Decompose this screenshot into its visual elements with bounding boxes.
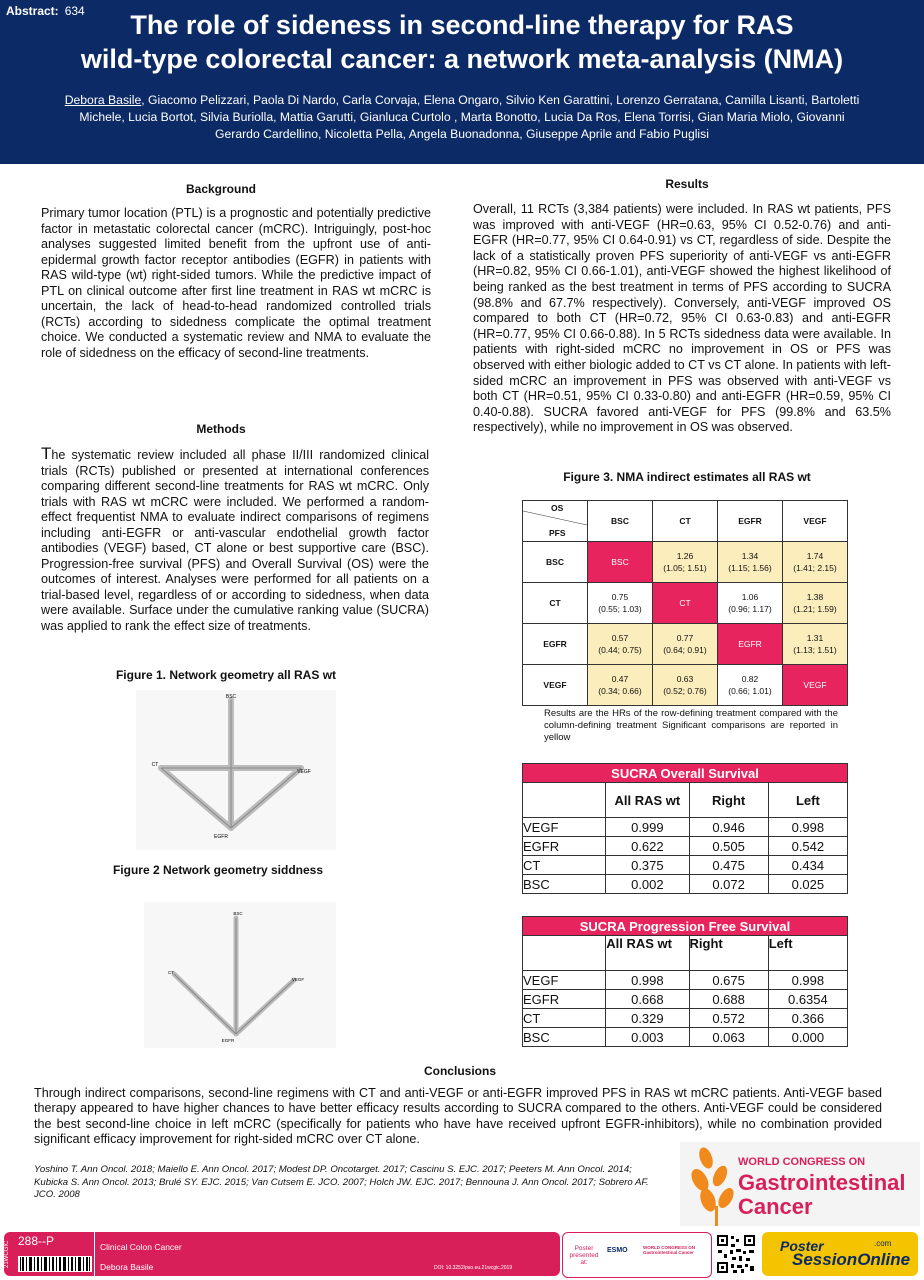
pso-line-2: SessionOnline — [792, 1250, 911, 1269]
sucra-cell: 0.434 — [768, 856, 847, 875]
sucra-cell: 0.072 — [689, 875, 768, 894]
figure2-network-diagram — [144, 902, 336, 1048]
sucra-pfs-caption: SUCRA Progression Free Survival — [523, 917, 848, 936]
sucra-pfs-header — [523, 936, 606, 971]
sucra-cell: 0.998 — [606, 971, 689, 990]
fig1-node-bsc: BSC — [225, 694, 237, 700]
nma-corner — [523, 501, 588, 542]
fig2-node-ct: CT — [168, 970, 174, 975]
presented-at-label — [569, 1245, 599, 1266]
nma-cell: 1.34 (1.15; 1.56) — [718, 542, 783, 583]
sucra-cell: 0.668 — [606, 990, 689, 1009]
results-text: Overall, 11 RCTs (3,384 patients) were included. In RAS wt patients, PFS was improved with anti-VEGF (HR=0.63, 95% CI 0.52-0.76) and anti-EGFR (HR=0.77, 95% CI 0.64-0.91) vs CT, regardless of side. Despite the lack of a statistically proven PFS superiority of anti-VEGF vs anti-EGFR (HR=0.82, 95% CI 0.66-1.01), anti-VEGF showed the highest likelihood of being ranked as the best treatment in terms of PFS according to SUCRA (98.8% and 67.7% respectively). Conversely, anti-VEGF improved OS compared to both CT (HR=0.72, 95% CI 0.63-0.83) and anti-EGFR (HR=0.77, 95% CI 0.66-0.88). In 5 RCTs sidedness data were available. In patients with right-sided mCRC no improvement in OS or PFS was observed with either biologic added to CT vs CT alone. In patients with left-sided mCRC an improvement in PFS was observed with anti-VEGF vs both CT (HR=0.51, 95% CI 0.33-0.80) and anti-EGFR (HR=0.59, 95% CI 0.40-0.88). SUCRA favored anti-VEGF for PFS (99.8% and 63.5% respectively), while no improvement in OS was observed. — [473, 202, 891, 435]
sucra-cell: 0.505 — [689, 837, 768, 856]
conclusions-heading: Conclusions — [423, 1064, 496, 1078]
poster-header — [0, 0, 924, 164]
sucra-cell: 0.622 — [606, 837, 689, 856]
methods-body: he systematic review included all phase II/III randomized clinical trials (RCTs) published or presented at international conferences comparing different second-line treatments for RAS wt mCRC. Only trials with RAS wt mCRC were included. We performed a random-effect frequentist NMA to evaluate indirect comparisons of regimens including anti-EGFR or anti-vascular endothelial growth factor antibodies (VEGF) based, CT alone or best supportive care (BSC). Progression-free survival (PFS) and Overall Survival (OS) were the outcomes of interest. Analyses were performed for all patients on a trial-based level, regardless of or according to sidedness, when data were available. Surface under the cumulative ranking value (SUCRA) was applied to rank the effect size of treatments. — [41, 448, 429, 633]
nma-cell: VEGF — [783, 665, 848, 706]
barcode — [18, 1256, 92, 1272]
sucra-cell: 0.998 — [768, 971, 847, 990]
nma-col-header: VEGF — [783, 501, 848, 542]
sucra-row-label: CT — [523, 856, 606, 875]
sucra-cell: 0.329 — [606, 1009, 689, 1028]
footer-vertical-code: 21WCGIC — [4, 1240, 10, 1268]
sucra-cell: 0.675 — [689, 971, 768, 990]
fig2-node-bsc: BSC — [233, 911, 243, 916]
nma-cell: 1.06 (0.96; 1.17) — [718, 583, 783, 624]
nma-col-header: CT — [653, 501, 718, 542]
fig1-node-vegf: VEGF — [297, 769, 311, 775]
esmo-logo: ESMO — [607, 1247, 628, 1254]
nma-cell: 0.57 (0.44; 0.75) — [588, 624, 653, 665]
sucra-cell: 0.063 — [689, 1028, 768, 1047]
footer-code: 288--P — [18, 1234, 55, 1248]
sucra-os-table — [522, 763, 848, 894]
mini-congress-logo: WORLD CONGRESS ON Gastrointestinal Cancer — [643, 1245, 696, 1255]
corner-pfs: PFS — [549, 528, 566, 538]
poster-footer — [0, 1228, 924, 1280]
sucra-row-label: EGFR — [523, 990, 606, 1009]
sucra-cell: 0.003 — [606, 1028, 689, 1047]
nma-row-header: EGFR — [523, 624, 588, 665]
sucra-row-label: VEGF — [523, 818, 606, 837]
nma-col-header: EGFR — [718, 501, 783, 542]
qr-code-icon[interactable] — [716, 1234, 756, 1274]
sucra-row-label: CT — [523, 1009, 606, 1028]
sucra-cell: 0.375 — [606, 856, 689, 875]
references: Yoshino T. Ann Oncol. 2018; Maiello E. Ann Oncol. 2017; Modest DP. Oncotarget. 2017; Cascinu S. EJC. 2017; Peeters M. Ann Oncol. 2014; Kubicka S. Ann Oncol. 2013; Brulé SY. EJC. 2015; Van Cutsem E. JCO. 2007; Holch JW. EJC. 2017; Bennouna J. Ann Oncol. 2017; Sobrero AF. JCO. 2008 — [34, 1164, 649, 1200]
nma-cell: BSC — [588, 542, 653, 583]
fig2-node-vegf: VEGF — [291, 977, 305, 982]
methods-dropcap: T — [41, 444, 52, 463]
abstract-number: 634 — [64, 4, 85, 18]
sucra-pfs-header: All RAS wt — [606, 936, 689, 971]
nma-cell: 0.75 (0.55; 1.03) — [588, 583, 653, 624]
methods-heading: Methods — [196, 422, 246, 436]
sucra-os-caption: SUCRA Overall Survival — [523, 764, 848, 783]
presented-line-2: presented at: — [569, 1252, 599, 1266]
sucra-row-label: EGFR — [523, 837, 606, 856]
sucra-cell: 0.688 — [689, 990, 768, 1009]
sucra-cell: 0.998 — [768, 818, 847, 837]
footer-doi: DOI: 10.3252/pso.eu.21wcgic.2019 — [434, 1265, 513, 1271]
sucra-pfs-header: Right — [689, 936, 768, 971]
poster-session-online-logo[interactable] — [762, 1232, 918, 1276]
sucra-row-label: BSC — [523, 875, 606, 894]
nma-cell: 1.74 (1.41; 2.15) — [783, 542, 848, 583]
sucra-cell: 0.946 — [689, 818, 768, 837]
sucra-cell: 0.999 — [606, 818, 689, 837]
pso-line-1: Poster — [780, 1238, 824, 1254]
sucra-cell: 0.002 — [606, 875, 689, 894]
authors-line-1: , Giacomo Pelizzari, Paola Di Nardo, Carla Corvaja, Elena Ongaro, Silvio Ken Garattini, Lorenzo Gerratana, Camilla Lisanti, Bartoletti — [141, 93, 860, 107]
sucra-os-header: Right — [689, 783, 768, 818]
pso-com: .com — [874, 1239, 892, 1248]
nma-row-header: VEGF — [523, 665, 588, 706]
corner-os: OS — [551, 503, 564, 513]
sucra-os-header: Left — [768, 783, 847, 818]
nma-cell: 1.26 (1.05; 1.51) — [653, 542, 718, 583]
conclusions-text: Through indirect comparisons, second-line regimens with CT and anti-VEGF or anti-EGFR improved PFS in RAS wt mCRC patients. Anti-VEGF based therapy appeared to have higher chances to have better efficacy results according to SUCRA compared to the others. Anti-VEGF could be considered the best second-line choice in left mCRC (specifically for patients who have have received upfront EGFR-inhibitors), while no combination provided significant efficacy improvement for right-sided mCRC over CT alone. — [34, 1086, 882, 1147]
sucra-cell: 0.542 — [768, 837, 847, 856]
sucra-os-header: All RAS wt — [606, 783, 689, 818]
footer-author: Debora Basile — [100, 1262, 154, 1272]
sucra-cell: 0.572 — [689, 1009, 768, 1028]
figure1-title: Figure 1. Network geometry all RAS wt — [115, 668, 337, 682]
nma-cell: 0.47 (0.34; 0.66) — [588, 665, 653, 706]
sucra-cell: 0.000 — [768, 1028, 847, 1047]
sucra-cell: 0.475 — [689, 856, 768, 875]
logo-line-3: Cancer — [738, 1194, 813, 1219]
nma-col-header: BSC — [588, 501, 653, 542]
sucra-pfs-table — [522, 916, 848, 1047]
presented-at-box — [562, 1232, 712, 1278]
authors-line-2: Michele, Lucia Bortot, Silvia Buriolla, Mattia Garutti, Gianluca Curtolo , Marta Bonotto, Lucia Da Ros, Elena Torrisi, Gian Maria Miolo, Giovanni — [79, 110, 845, 124]
authors — [30, 92, 894, 143]
nma-cell: 0.63 (0.52; 0.76) — [653, 665, 718, 706]
title-line-2: wild-type colorectal cancer: a network meta-analysis (NMA) — [80, 44, 844, 74]
first-author: Debora Basile — [64, 93, 142, 107]
nma-cell: 1.38 (1.21; 1.59) — [783, 583, 848, 624]
authors-line-3: Gerardo Cardellino, Nicoletta Pella, Angela Buonadonna, Giuseppe Aprile and Fabio Puglisi — [215, 127, 709, 141]
wheat-logo-icon — [686, 1144, 738, 1228]
sucra-cell: 0.366 — [768, 1009, 847, 1028]
nma-cell: CT — [653, 583, 718, 624]
nma-row-header: BSC — [523, 542, 588, 583]
title-line-1: The role of sideness in second-line therapy for RAS — [130, 10, 794, 40]
abstract-label: Abstract: — [6, 4, 59, 18]
sucra-cell: 0.025 — [768, 875, 847, 894]
barcode-icon — [18, 1256, 92, 1272]
presented-line-1: Poster — [574, 1245, 594, 1252]
nma-cell: 0.77 (0.64; 0.91) — [653, 624, 718, 665]
figure3-title: Figure 3. NMA indirect estimates all RAS wt — [563, 470, 811, 484]
footer-category: Clinical Colon Cancer — [100, 1242, 182, 1252]
logo-line-2: Gastrointestinal — [738, 1170, 906, 1195]
figure1-network-diagram — [136, 690, 336, 850]
nma-cell: EGFR — [718, 624, 783, 665]
nma-note: Results are the HRs of the row-defining treatment compared with the column-defining treatment Significant comparisons are reported in yellow — [544, 708, 838, 743]
sucra-os-header — [523, 783, 606, 818]
background-heading: Background — [185, 182, 256, 196]
nma-row-header: CT — [523, 583, 588, 624]
sucra-row-label: BSC — [523, 1028, 606, 1047]
sucra-cell: 0.6354 — [768, 990, 847, 1009]
nma-cell: 0.82 (0.66; 1.01) — [718, 665, 783, 706]
background-text: Primary tumor location (PTL) is a prognostic and potentially predictive factor in metastatic colorectal cancer (mCRC). Intriguingly, post-hoc analyses suggested limited benefit from the upfront use of anti-epidermal growth factor receptor antibodies (EGFR) in patients with RAS wild-type (wt) right-sided tumors. While the predictive impact of PTL on clinical outcome after first line treatment in RAS wt mCRC is uncertain, the lack of head-to-head randomized controlled trials (RCTs) according to sidedness complicate the optimal treatment choice. We conducted a systematic review and NMA to evaluate the role of sidedness on the efficacy of second-line treatments. — [41, 206, 431, 360]
footer-divider — [94, 1232, 95, 1276]
logo-line-1: WORLD CONGRESS ON — [738, 1156, 866, 1168]
methods-text — [41, 446, 429, 634]
footer-bar — [4, 1232, 560, 1276]
figure2-title: Figure 2 Network geometry siddness — [112, 863, 324, 877]
congress-logo — [680, 1142, 920, 1226]
sucra-row-label: VEGF — [523, 971, 606, 990]
sucra-pfs-header: Left — [768, 936, 847, 971]
fig1-node-ct: CT — [151, 762, 159, 768]
poster-title — [40, 8, 884, 76]
nma-cell: 1.31 (1.13; 1.51) — [783, 624, 848, 665]
nma-table — [522, 500, 848, 706]
results-heading: Results — [665, 177, 709, 191]
fig2-node-egfr: EGFR — [221, 1038, 235, 1043]
fig1-node-egfr: EGFR — [214, 834, 228, 840]
